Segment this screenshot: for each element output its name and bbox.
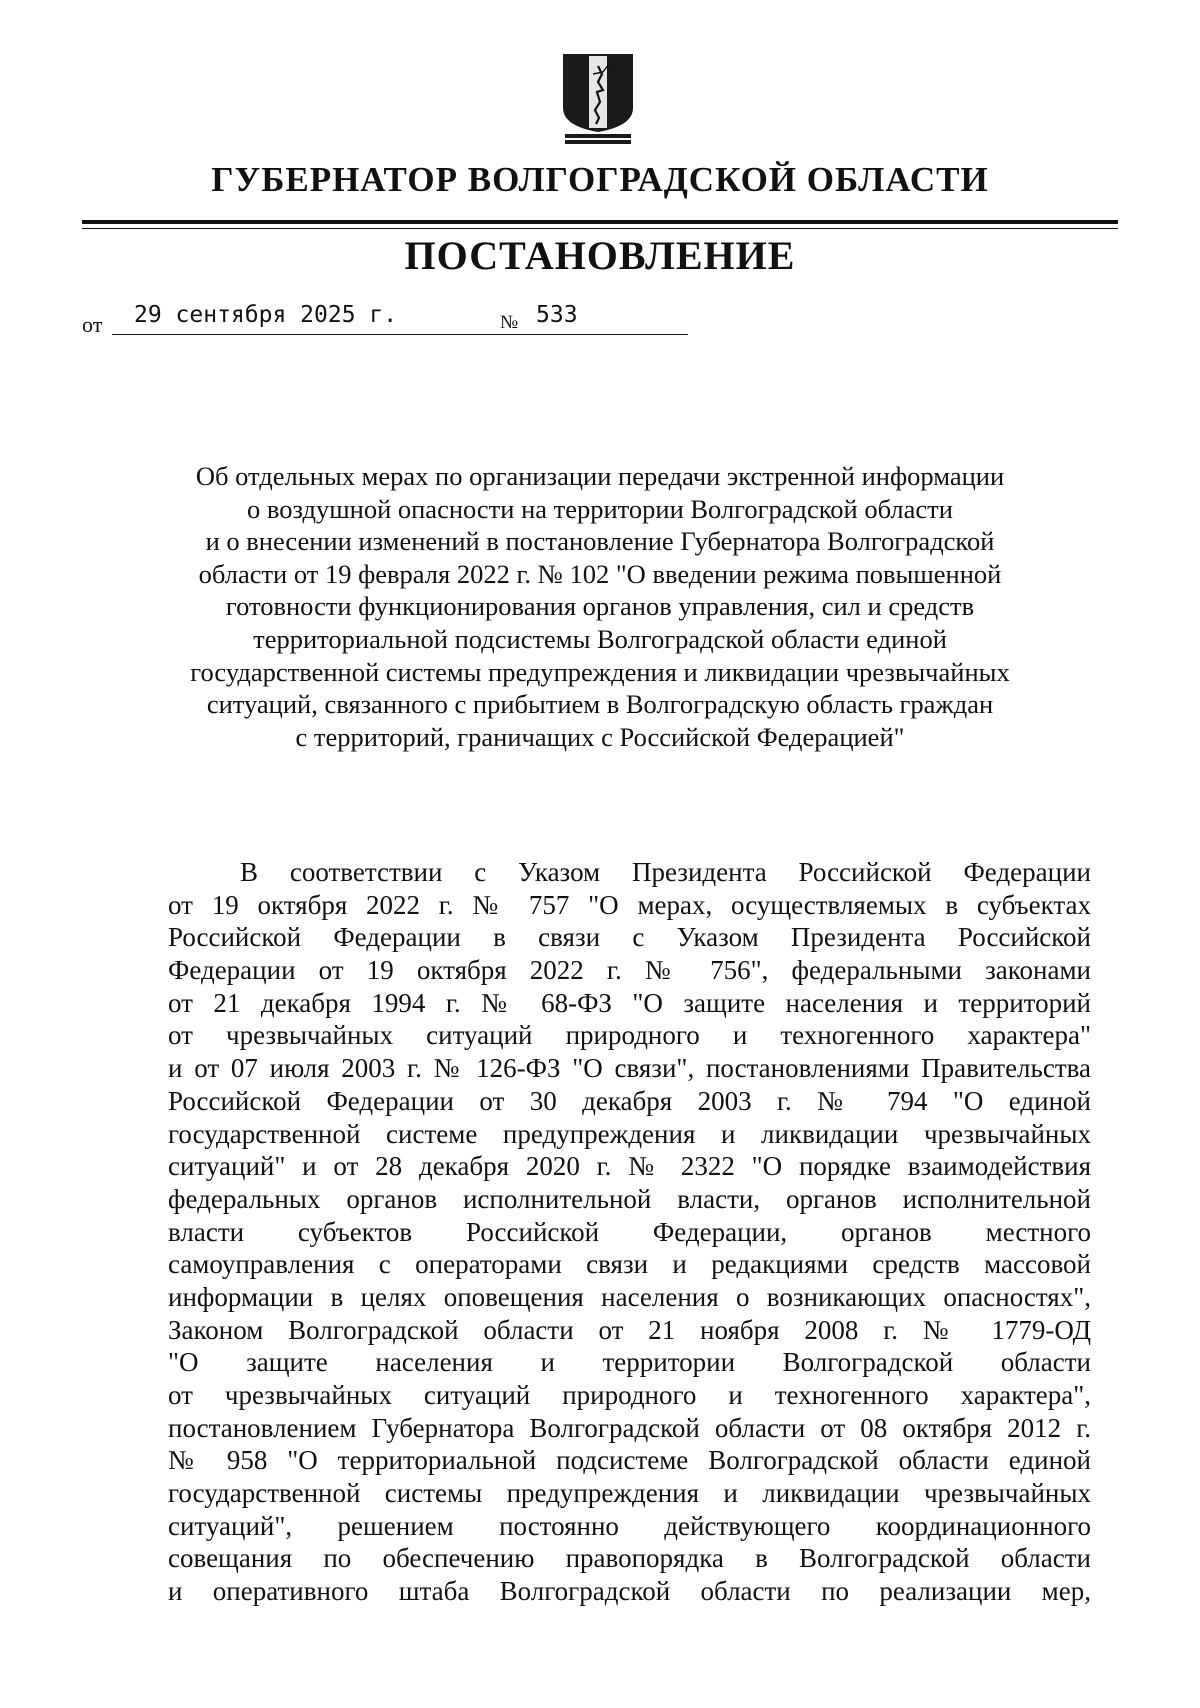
body-line: и от 07 июля 2003 г. № 126-ФЗ "О связи", постановлениями Правительства	[168, 1053, 1091, 1084]
body-line: "О защите населения и территории Волгоградской области	[168, 1347, 1091, 1378]
body-line: и оперативного штаба Волгоградской области по реализации мер,	[168, 1576, 1091, 1607]
body-line: власти субъектов Российской Федерации, органов местного	[168, 1216, 1091, 1247]
body-line: от 19 октября 2022 г. № 757 "О мерах, осуществляемых в субъектах	[168, 889, 1091, 920]
body-line: государственной системы предупреждения и ликвидации чрезвычайных	[168, 1478, 1091, 1509]
issuer-heading: ГУБЕРНАТОР ВОЛГОГРАДСКОЙ ОБЛАСТИ	[211, 160, 989, 199]
title-line: и о внесении изменений в постановление Губернатора Волгоградской	[205, 526, 995, 557]
document-type-heading: ПОСТАНОВЛЕНИЕ	[404, 233, 796, 278]
number-sign: №	[500, 312, 519, 333]
coat-of-arms-icon	[561, 52, 635, 148]
body-line: ситуаций", решением постоянно действующего координационного	[168, 1510, 1091, 1541]
date-value: 29 сентября 2025 г.	[134, 302, 398, 328]
date-number-line	[82, 300, 702, 340]
body-line: постановлением Губернатора Волгоградской области от 08 октября 2012 г.	[168, 1412, 1091, 1443]
header-rule-thick	[82, 220, 1118, 224]
body-line: информации в целях оповещения населения о возникающих опасностях",	[168, 1281, 1091, 1312]
title-line: с территорий, граничащих с Российской Федерацией"	[295, 721, 905, 752]
body-line: ситуаций" и от 28 декабря 2020 г. № 2322 "О порядке взаимодействия	[168, 1151, 1091, 1182]
body-line: федеральных органов исполнительной власти, органов исполнительной	[168, 1183, 1091, 1214]
body-line: Российской Федерации от 30 декабря 2003 г. № 794 "О единой	[168, 1085, 1091, 1116]
body-line: В соответствии с Указом Президента Российской Федерации	[240, 857, 1091, 887]
body-line: Федерации от 19 октября 2022 г. № 756", федеральными законами	[168, 955, 1091, 986]
number-value: 533	[536, 302, 578, 328]
body-line: от чрезвычайных ситуаций природного и техногенного характера"	[168, 1020, 1091, 1051]
title-line: территориальной подсистемы Волгоградской области единой	[253, 623, 947, 654]
body-paragraph	[168, 856, 1091, 1608]
title-line: Об отдельных мерах по организации передачи экстренной информации	[195, 461, 1005, 491]
body-line: самоуправления с операторами связи и редакциями средств массовой	[168, 1249, 1091, 1280]
body-line: совещания по обеспечению правопорядка в Волгоградской области	[168, 1543, 1091, 1574]
number-field	[528, 300, 688, 335]
body-line: Российской Федерации в связи с Указом Президента Российской	[168, 922, 1091, 953]
title-line: государственной системы предупреждения и ликвидации чрезвычайных	[190, 656, 1010, 687]
title-line: ситуаций, связанного с прибытием в Волгоградскую область граждан	[206, 689, 994, 720]
body-line: государственной системе предупреждения и ликвидации чрезвычайных	[168, 1118, 1091, 1149]
document-title	[150, 460, 1050, 753]
body-line: № 958 "О территориальной подсистеме Волгоградской области единой	[168, 1445, 1091, 1476]
date-prefix: от	[82, 312, 103, 337]
title-line: готовности функционирования органов управления, сил и средств	[225, 591, 975, 622]
body-line: от чрезвычайных ситуаций природного и техногенного характера",	[168, 1380, 1091, 1410]
title-line: о воздушной опасности на территории Волгоградской области	[247, 493, 953, 524]
body-line: от 21 декабря 1994 г. № 68-ФЗ "О защите населения и территорий	[168, 987, 1091, 1018]
title-line: области от 19 февраля 2022 г. № 102 "О введении режима повышенной	[198, 558, 1002, 589]
header-rule-thin	[82, 228, 1118, 229]
body-line: Законом Волгоградской области от 21 ноября 2008 г. № 1779-ОД	[168, 1314, 1091, 1345]
